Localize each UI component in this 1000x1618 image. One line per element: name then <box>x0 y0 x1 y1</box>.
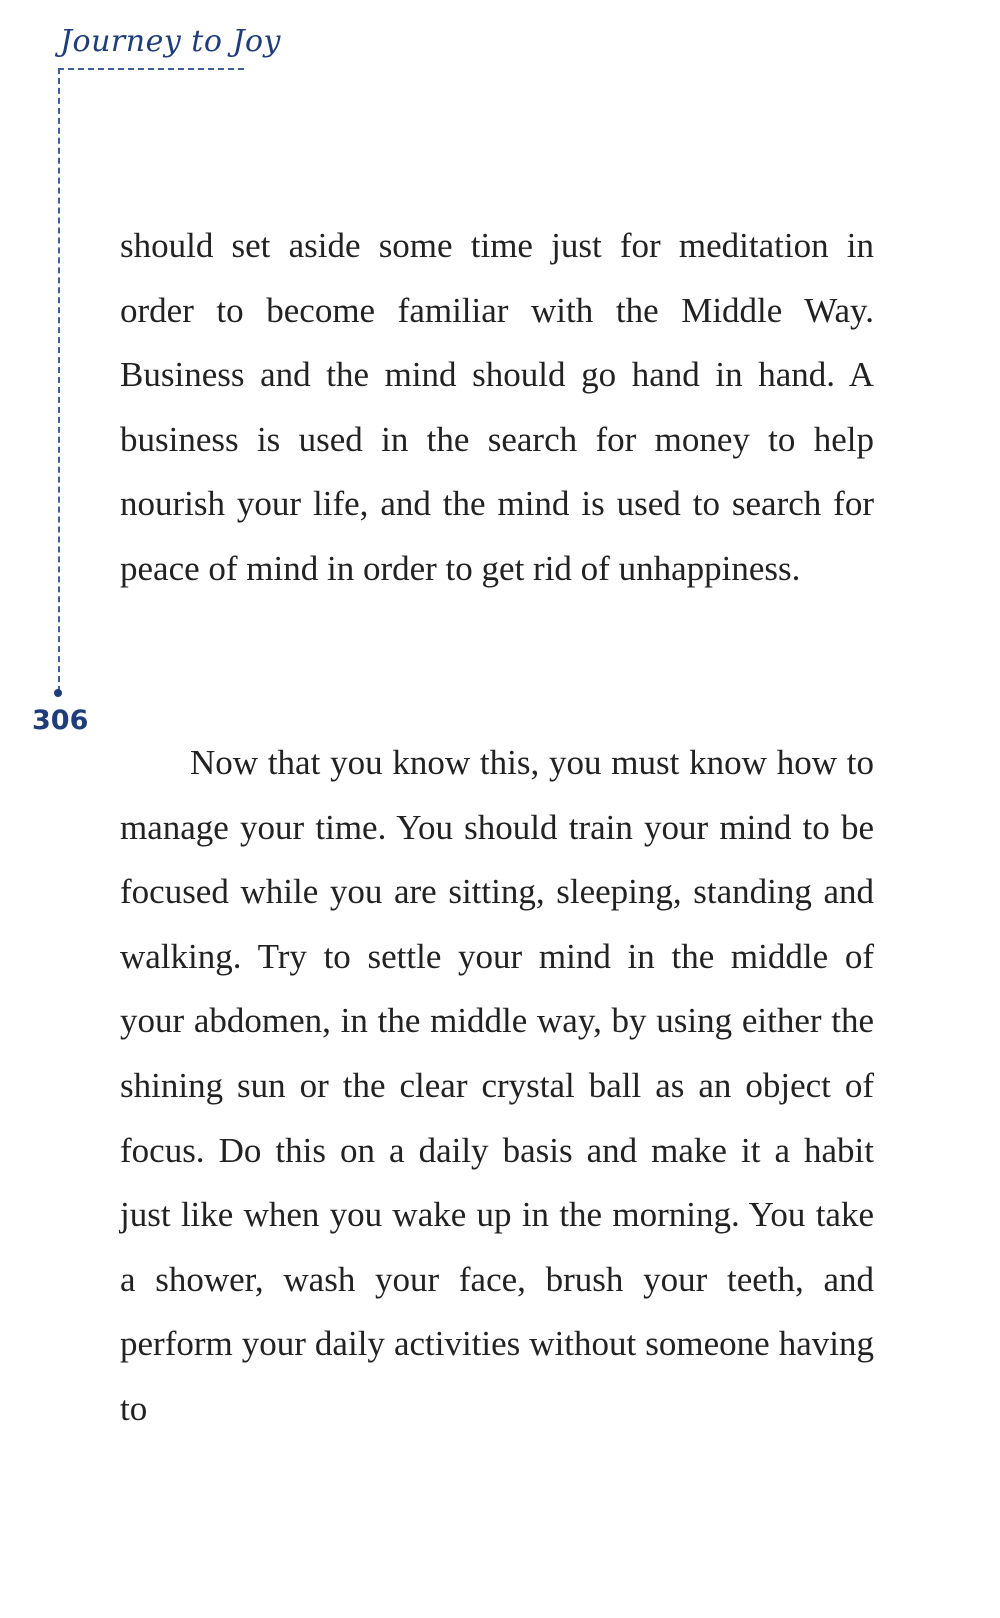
margin-line-end-dot <box>54 689 62 697</box>
body-paragraph: Now that you know this, you must know how to manage your time. You should train your mind to be focused while you are sitting, sleeping, standing and walking. Try to settle your mind in the middle of your abdomen, in the middle way, by using either the shining sun or the clear crystal ball as an object of focus. Do this on a daily basis and make it a habit just like when you wake up in the morning. You take a shower, wash your face, brush your teeth, and perform your daily activities without someone having to <box>120 743 874 1428</box>
running-header-title: Journey to Joy <box>60 24 281 59</box>
margin-dashed-line <box>58 68 60 692</box>
page-number: 306 <box>32 705 89 736</box>
header-dashed-rule <box>58 68 244 70</box>
body-paragraph: should set aside some time just for meditation in order to become familiar with the Middle Way. Business and the mind should go hand in hand. A business is used in the search for money to help nourish your life, and the mind is used to search for peace of mind in order to get rid of unhappiness. <box>120 226 874 588</box>
